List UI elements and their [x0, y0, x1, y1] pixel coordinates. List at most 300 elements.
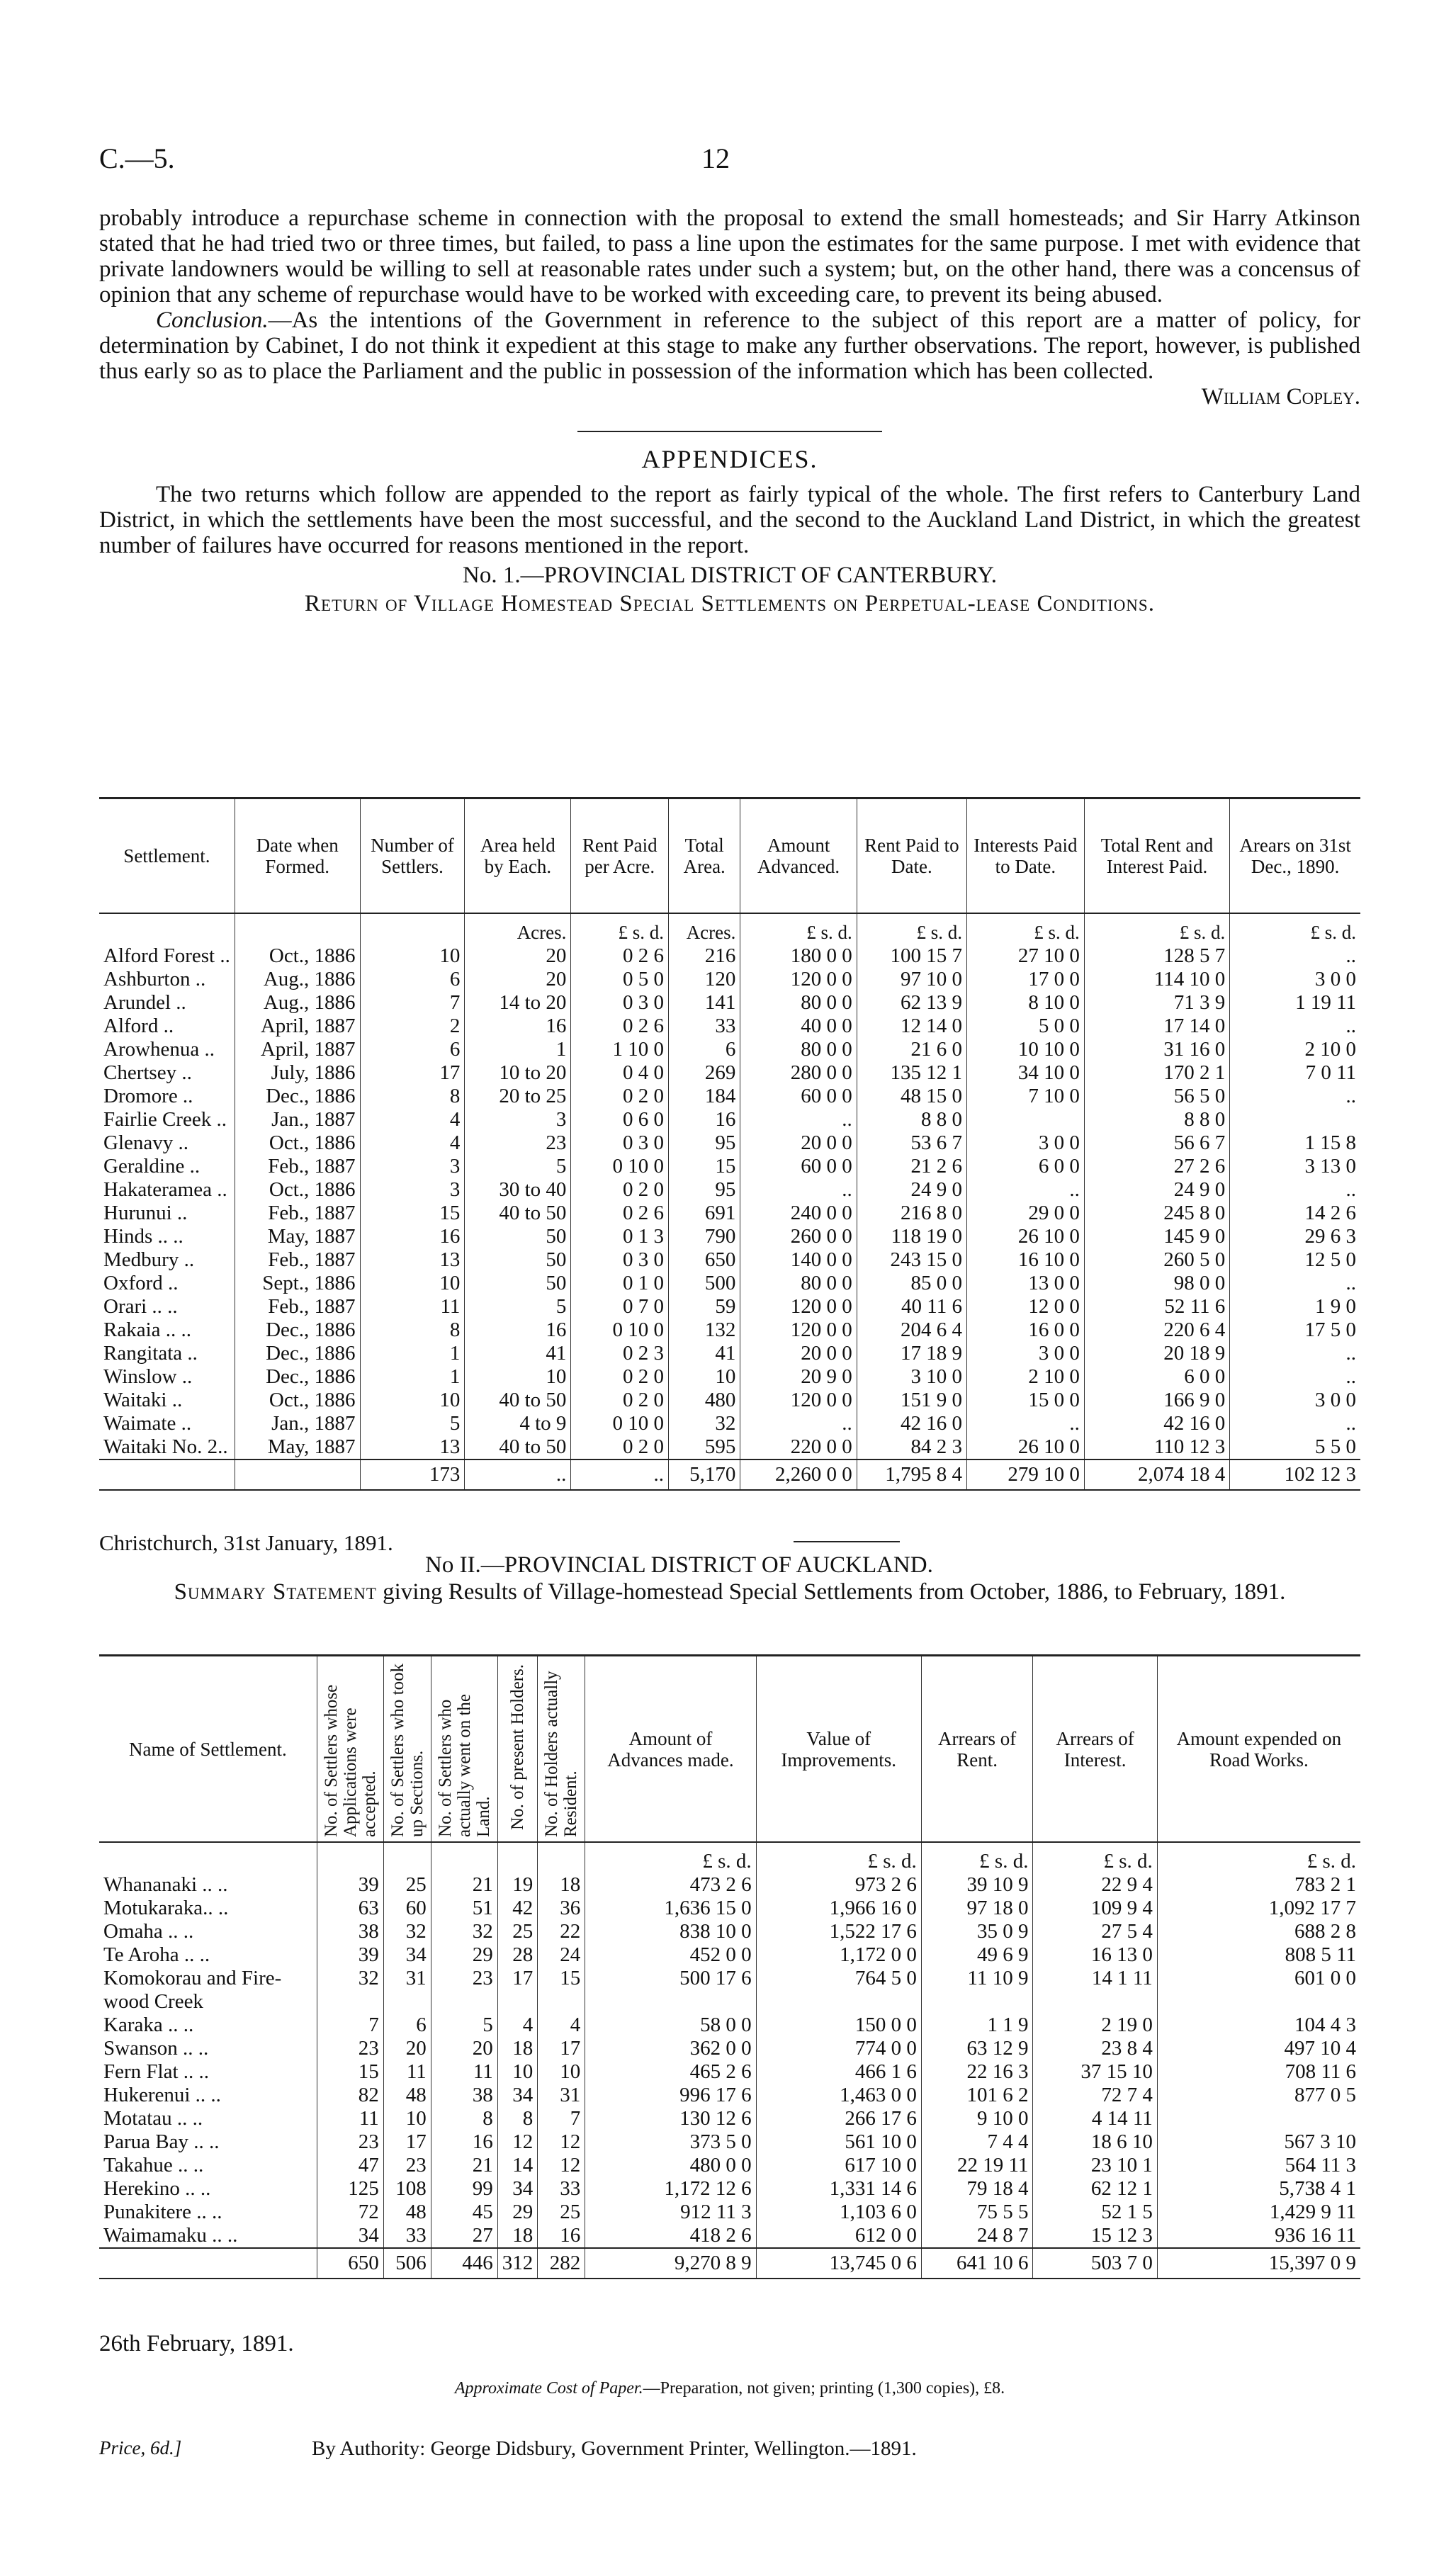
data-cell: 23	[465, 1131, 571, 1155]
data-cell: 17	[497, 1967, 538, 2014]
settlement-name: Waitaki No. 2..	[103, 1435, 228, 1458]
data-cell: 45	[431, 2201, 497, 2224]
data-cell: 50	[465, 1272, 571, 1295]
data-cell: ..	[966, 1412, 1084, 1435]
data-cell: 40 to 50	[465, 1435, 571, 1459]
data-cell: 34 10 0	[966, 1061, 1084, 1085]
canterbury-return-table	[99, 797, 1360, 1491]
data-cell: 2	[360, 1015, 465, 1038]
data-cell: 50	[465, 1225, 571, 1248]
data-cell: 0 2 6	[571, 1202, 669, 1225]
data-cell: Feb., 1887	[235, 1155, 360, 1178]
column-header-label: Total Rent and Interest Paid.	[1100, 835, 1214, 877]
data-cell: 7 10 0	[966, 1085, 1084, 1108]
column-header	[571, 798, 669, 914]
settlement-name: Hakateramea ..	[103, 1178, 227, 1201]
data-cell: 0 4 0	[571, 1061, 669, 1085]
data-cell: 60 0 0	[740, 1155, 857, 1178]
data-cell: 0 3 0	[571, 991, 669, 1015]
data-cell: 23	[383, 2154, 431, 2177]
data-cell: 6	[669, 1038, 740, 1061]
data-cell: 15	[669, 1155, 740, 1178]
data-cell: 708 11 6	[1157, 2060, 1360, 2084]
data-cell: 31	[538, 2084, 585, 2107]
table-row	[99, 1319, 1360, 1342]
data-cell: 48	[383, 2084, 431, 2107]
data-cell: 500	[669, 1272, 740, 1295]
total-cell: 173	[360, 1459, 465, 1490]
data-cell	[1230, 1108, 1360, 1131]
settlement-name: Hinds .. ..	[103, 1225, 184, 1248]
data-cell: 12 5 0	[1230, 1248, 1360, 1272]
settlement-name: Winslow ..	[103, 1365, 193, 1388]
unit-cell: £ s. d.	[571, 913, 669, 944]
unit-cell: £ s. d.	[966, 913, 1084, 944]
settlement-name: Dromore ..	[103, 1085, 193, 1107]
table-row	[99, 2177, 1360, 2201]
table-row	[99, 1897, 1360, 1920]
total-cell: ..	[571, 1459, 669, 1490]
data-cell: 16	[669, 1108, 740, 1131]
data-cell: 72	[317, 2201, 383, 2224]
data-cell: 1 1 9	[921, 2014, 1033, 2037]
data-cell: 8 8 0	[1084, 1108, 1229, 1131]
data-cell: 783 2 1	[1157, 1873, 1360, 1897]
data-cell: 31 16 0	[1084, 1038, 1229, 1061]
data-cell: 56 5 0	[1084, 1085, 1229, 1108]
settlement-name: Te Aroha .. ..	[103, 1943, 210, 1966]
data-cell: 99	[431, 2177, 497, 2201]
appendices-intro: The two returns which follow are appended to the report as fairly typical of the whole. The first refers to Canterbury Land District, in which the settlements have been the most successful, and the second to the Auckland Land District, in which the greatest number of failures have occurred for reasons mentioned in the report.	[99, 482, 1360, 558]
data-cell: 266 17 6	[756, 2107, 921, 2130]
unit-cell: Acres.	[465, 913, 571, 944]
data-cell: 8	[497, 2107, 538, 2130]
data-cell: 5	[360, 1412, 465, 1435]
column-header-label: Arrears of Interest.	[1056, 1727, 1134, 1771]
data-cell: 3 0 0	[1230, 1389, 1360, 1412]
table-row	[99, 1295, 1360, 1319]
data-cell: 145 9 0	[1084, 1225, 1229, 1248]
data-cell: ..	[1230, 1412, 1360, 1435]
column-header	[431, 1656, 497, 1843]
data-cell: 37 15 10	[1033, 2060, 1157, 2084]
data-cell: 18	[538, 1873, 585, 1897]
data-cell: 1	[360, 1342, 465, 1365]
data-cell: 7 0 11	[1230, 1061, 1360, 1085]
page-header	[99, 142, 1360, 184]
settlement-name: Motatau .. ..	[103, 2107, 203, 2130]
data-cell: 16	[465, 1015, 571, 1038]
data-cell: 260 0 0	[740, 1225, 857, 1248]
data-cell: 80 0 0	[740, 1038, 857, 1061]
column-header	[465, 798, 571, 914]
data-cell: 10	[383, 2107, 431, 2130]
data-cell: 151 9 0	[857, 1389, 966, 1412]
data-cell: 17 14 0	[1084, 1015, 1229, 1038]
data-cell: 5,738 4 1	[1157, 2177, 1360, 2201]
table-row	[99, 1389, 1360, 1412]
table-row	[99, 1155, 1360, 1178]
data-cell: 7	[360, 991, 465, 1015]
data-cell: 1 19 11	[1230, 991, 1360, 1015]
column-header	[585, 1656, 756, 1843]
data-cell: 8	[431, 2107, 497, 2130]
data-cell: 0 2 0	[571, 1365, 669, 1389]
total-cell: 282	[538, 2248, 585, 2279]
total-cell: 312	[497, 2248, 538, 2279]
data-cell: 838 10 0	[585, 1920, 756, 1943]
data-cell: 24 9 0	[1084, 1178, 1229, 1202]
data-cell: 4	[538, 2014, 585, 2037]
data-cell: 0 2 0	[571, 1178, 669, 1202]
table2-footer: 26th February, 1891.	[99, 2331, 294, 2356]
table1-heading: No. 1.—PROVINCIAL DISTRICT OF CANTERBURY.	[463, 563, 997, 588]
settlement-name: Alford Forest ..	[103, 944, 230, 967]
total-cell: 279 10 0	[966, 1459, 1084, 1490]
column-header-label: Value of Improvements.	[781, 1727, 897, 1771]
data-cell: 75 5 5	[921, 2201, 1033, 2224]
column-header	[756, 1656, 921, 1843]
settlement-name: Fern Flat .. ..	[103, 2060, 210, 2083]
data-cell: 19	[497, 1873, 538, 1897]
table-row	[99, 968, 1360, 991]
table-header-row	[99, 1656, 1360, 1843]
unit-cell: £ s. d.	[1230, 913, 1360, 944]
unit-cell: £ s. d.	[1084, 913, 1229, 944]
data-cell: 16	[465, 1319, 571, 1342]
data-cell: ..	[740, 1108, 857, 1131]
data-cell: 56 6 7	[1084, 1131, 1229, 1155]
settlement-name: Arundel ..	[103, 991, 186, 1014]
data-cell: ..	[1230, 1178, 1360, 1202]
data-cell: 240 0 0	[740, 1202, 857, 1225]
data-cell: 166 9 0	[1084, 1389, 1229, 1412]
table-row	[99, 1015, 1360, 1038]
table-row	[99, 2201, 1360, 2224]
data-cell: 72 7 4	[1033, 2084, 1157, 2107]
data-cell: 97 18 0	[921, 1897, 1033, 1920]
settlement-name: Hukerenui .. ..	[103, 2084, 221, 2106]
data-cell: Oct., 1886	[235, 1131, 360, 1155]
data-cell: ..	[740, 1412, 857, 1435]
data-cell: ..	[966, 1178, 1084, 1202]
data-cell: 120 0 0	[740, 1319, 857, 1342]
data-cell: 33	[669, 1015, 740, 1038]
settlement-name: Orari .. ..	[103, 1295, 178, 1318]
column-header	[99, 1656, 317, 1843]
settlement-name: Chertsey ..	[103, 1061, 192, 1084]
data-cell: 85 0 0	[857, 1272, 966, 1295]
data-cell: 32	[383, 1920, 431, 1943]
table-row	[99, 1085, 1360, 1108]
total-cell	[99, 2248, 317, 2279]
data-cell: 220 6 4	[1084, 1319, 1229, 1342]
total-cell: 506	[383, 2248, 431, 2279]
data-cell: ..	[1230, 1085, 1360, 1108]
unit-cell: Acres.	[669, 913, 740, 944]
data-cell: 4	[360, 1131, 465, 1155]
data-cell: 480 0 0	[585, 2154, 756, 2177]
data-cell: 15 0 0	[966, 1389, 1084, 1412]
data-cell: 20	[465, 944, 571, 968]
data-cell: 12 0 0	[966, 1295, 1084, 1319]
data-cell: 16 13 0	[1033, 1943, 1157, 1967]
data-cell: 36	[538, 1897, 585, 1920]
data-cell: 373 5 0	[585, 2130, 756, 2154]
table-row	[99, 1225, 1360, 1248]
data-cell: 29 0 0	[966, 1202, 1084, 1225]
settlement-name: Geraldine ..	[103, 1155, 201, 1178]
data-cell: 6 0 0	[1084, 1365, 1229, 1389]
data-cell: 10 10 0	[966, 1038, 1084, 1061]
data-cell: Oct., 1886	[235, 944, 360, 968]
column-header-label: Settlement.	[123, 845, 210, 866]
data-cell: 110 12 3	[1084, 1435, 1229, 1459]
cost-text: —Preparation, not given; printing (1,300 copies), £8.	[643, 2379, 1005, 2398]
table-row	[99, 2060, 1360, 2084]
data-cell: 18	[497, 2224, 538, 2248]
auckland-section-heading	[99, 1552, 1360, 1605]
data-cell: 13 0 0	[966, 1272, 1084, 1295]
data-cell: 877 0 5	[1157, 2084, 1360, 2107]
data-cell: 0 2 0	[571, 1389, 669, 1412]
cost-label: Approximate Cost of Paper.	[454, 2379, 643, 2398]
price: Price, 6d.]	[99, 2437, 182, 2458]
data-cell: 936 16 11	[1157, 2224, 1360, 2248]
data-cell: Sept., 1886	[235, 1272, 360, 1295]
data-cell: 5	[431, 2014, 497, 2037]
unit-cell: £ s. d.	[921, 1842, 1033, 1873]
settlement-name: Swanson .. ..	[103, 2037, 209, 2060]
data-cell: 216 8 0	[857, 1202, 966, 1225]
data-cell: 16 10 0	[966, 1248, 1084, 1272]
data-cell: 564 11 3	[1157, 2154, 1360, 2177]
data-cell: 27 2 6	[1084, 1155, 1229, 1178]
data-cell: 141	[669, 991, 740, 1015]
data-cell: 1,172 12 6	[585, 2177, 756, 2201]
data-cell: 1,522 17 6	[756, 1920, 921, 1943]
data-cell: 18 6 10	[1033, 2130, 1157, 2154]
data-cell: 1,103 6 0	[756, 2201, 921, 2224]
table-row	[99, 2037, 1360, 2060]
data-cell: 23	[317, 2037, 383, 2060]
unit-cell	[538, 1842, 585, 1873]
settlement-name: Punakitere .. ..	[103, 2201, 222, 2223]
data-cell: 0 3 0	[571, 1248, 669, 1272]
data-cell: 1	[465, 1038, 571, 1061]
data-cell: 22 9 4	[1033, 1873, 1157, 1897]
data-cell: 35 0 9	[921, 1920, 1033, 1943]
column-header	[921, 1656, 1033, 1843]
data-cell: 80 0 0	[740, 1272, 857, 1295]
data-cell: 51	[431, 1897, 497, 1920]
data-cell: 362 0 0	[585, 2037, 756, 2060]
data-cell: 0 5 0	[571, 968, 669, 991]
data-cell: 58 0 0	[585, 2014, 756, 2037]
data-cell: 21	[431, 2154, 497, 2177]
column-header	[538, 1656, 585, 1843]
data-cell: 21	[431, 1873, 497, 1897]
data-cell: 7 4 4	[921, 2130, 1033, 2154]
data-cell: May, 1887	[235, 1225, 360, 1248]
table-row	[99, 1131, 1360, 1155]
data-cell: 42 16 0	[857, 1412, 966, 1435]
data-cell: 1,429 9 11	[1157, 2201, 1360, 2224]
data-cell: 3 10 0	[857, 1365, 966, 1389]
settlement-name: Komokorau and Fire-wood Creek	[103, 1967, 282, 2013]
units-row	[99, 913, 1360, 944]
data-cell: 16	[538, 2224, 585, 2248]
data-cell: 465 2 6	[585, 2060, 756, 2084]
column-header-label: No. of Settlers who took up Sections.	[388, 1663, 427, 1837]
data-cell: 5 0 0	[966, 1015, 1084, 1038]
data-cell: 10	[538, 2060, 585, 2084]
data-cell: 0 2 0	[571, 1435, 669, 1459]
column-header	[1033, 1656, 1157, 1843]
data-cell: 1	[360, 1365, 465, 1389]
data-cell: 561 10 0	[756, 2130, 921, 2154]
table2-title	[99, 1579, 1360, 1605]
table1-footer: Christchurch, 31st January, 1891.	[99, 1530, 393, 1555]
data-cell	[966, 1108, 1084, 1131]
data-cell: 4	[497, 2014, 538, 2037]
table-row	[99, 2154, 1360, 2177]
data-cell: 27 5 4	[1033, 1920, 1157, 1943]
data-cell: 9 10 0	[921, 2107, 1033, 2130]
total-cell: 650	[317, 2248, 383, 2279]
data-cell: 10	[360, 944, 465, 968]
table-body	[99, 1842, 1360, 2279]
data-cell: 612 0 0	[756, 2224, 921, 2248]
data-cell: 0 3 0	[571, 1131, 669, 1155]
data-cell: 12 14 0	[857, 1015, 966, 1038]
column-header-label: Area held by Each.	[480, 835, 555, 877]
data-cell: 104 4 3	[1157, 2014, 1360, 2037]
table-row	[99, 1412, 1360, 1435]
data-cell: July, 1886	[235, 1061, 360, 1085]
data-cell: 1,463 0 0	[756, 2084, 921, 2107]
settlement-name: Rakaia .. ..	[103, 1319, 192, 1341]
data-cell: 41	[669, 1342, 740, 1365]
data-cell: 20	[383, 2037, 431, 2060]
data-cell: 28	[497, 1943, 538, 1967]
data-cell: 14 1 11	[1033, 1967, 1157, 2014]
data-cell: 118 19 0	[857, 1225, 966, 1248]
data-cell: 8	[360, 1085, 465, 1108]
data-cell: 216	[669, 944, 740, 968]
data-cell: 15 12 3	[1033, 2224, 1157, 2248]
column-header-label: Amount expended on Road Works.	[1176, 1727, 1342, 1771]
data-cell: 32	[431, 1920, 497, 1943]
data-cell: 0 2 6	[571, 944, 669, 968]
column-header-label: Interests Paid to Date.	[974, 835, 1078, 877]
total-cell	[235, 1459, 360, 1490]
column-header	[360, 798, 465, 914]
data-cell: 40 to 50	[465, 1202, 571, 1225]
data-cell: ..	[1230, 944, 1360, 968]
column-header	[1157, 1656, 1360, 1843]
column-header-label: Total Area.	[683, 835, 726, 877]
data-cell: 595	[669, 1435, 740, 1459]
unit-cell	[317, 1842, 383, 1873]
data-cell: 48 15 0	[857, 1085, 966, 1108]
data-cell: 84 2 3	[857, 1435, 966, 1459]
data-cell: 2 10 0	[966, 1365, 1084, 1389]
column-header	[1230, 798, 1360, 914]
data-cell: 32	[317, 1967, 383, 2014]
table2-heading: No II.—PROVINCIAL DISTRICT OF AUCKLAND.	[425, 1552, 933, 1578]
data-cell: 120 0 0	[740, 968, 857, 991]
column-header-label: Arears on 31st Dec., 1890.	[1239, 835, 1351, 877]
totals-row	[99, 2248, 1360, 2279]
data-cell: 27	[431, 2224, 497, 2248]
column-header	[235, 798, 360, 914]
data-cell: 1,331 14 6	[756, 2177, 921, 2201]
settlement-name: Rangitata ..	[103, 1342, 198, 1365]
units-row	[99, 1842, 1360, 1873]
table-row	[99, 1272, 1360, 1295]
data-cell: 12	[538, 2154, 585, 2177]
data-cell: 4	[360, 1108, 465, 1131]
data-cell: 17 5 0	[1230, 1319, 1360, 1342]
unit-cell: £ s. d.	[756, 1842, 921, 1873]
data-cell: 0 10 0	[571, 1319, 669, 1342]
table-row	[99, 1873, 1360, 1897]
data-cell: 204 6 4	[857, 1319, 966, 1342]
table-row	[99, 1920, 1360, 1943]
data-cell: 0 10 0	[571, 1155, 669, 1178]
total-cell: 1,795 8 4	[857, 1459, 966, 1490]
data-cell: 24	[538, 1943, 585, 1967]
data-cell: 27 10 0	[966, 944, 1084, 968]
data-cell: 39	[317, 1873, 383, 1897]
table-row	[99, 2224, 1360, 2248]
data-cell: 790	[669, 1225, 740, 1248]
data-cell: 17	[360, 1061, 465, 1085]
column-header-label: No. of present Holders.	[508, 1664, 528, 1830]
data-cell: 42	[497, 1897, 538, 1920]
settlement-name: Waimamaku .. ..	[103, 2224, 238, 2247]
data-cell: 60 0 0	[740, 1085, 857, 1108]
column-header-label: Rent Paid per Acre.	[582, 835, 658, 877]
table-row	[99, 1967, 1360, 2014]
data-cell: 774 0 0	[756, 2037, 921, 2060]
data-cell: 29	[497, 2201, 538, 2224]
appendices-title: APPENDICES.	[641, 445, 818, 473]
settlement-name: Whananaki .. ..	[103, 1873, 228, 1896]
settlement-name: Glenavy ..	[103, 1131, 188, 1154]
data-cell: 1,636 15 0	[585, 1897, 756, 1920]
unit-cell: £ s. d.	[740, 913, 857, 944]
data-cell: 11 10 9	[921, 1967, 1033, 2014]
data-cell: 82	[317, 2084, 383, 2107]
totals-row	[99, 1459, 1360, 1490]
column-header-label: Amount Advanced.	[757, 835, 840, 877]
auckland-summary-table	[99, 1654, 1360, 2279]
data-cell: 243 15 0	[857, 1248, 966, 1272]
data-cell: 269	[669, 1061, 740, 1085]
column-header	[383, 1656, 431, 1843]
data-cell: 12	[497, 2130, 538, 2154]
table2-title-sc: Summary Statement	[174, 1579, 377, 1605]
data-cell: 23 8 4	[1033, 2037, 1157, 2060]
data-cell: 2 19 0	[1033, 2014, 1157, 2037]
data-cell: 38	[317, 1920, 383, 1943]
column-header-label: Arrears of Rent.	[938, 1727, 1017, 1771]
data-cell: 13	[360, 1435, 465, 1459]
data-cell: 6	[360, 968, 465, 991]
data-cell: 62 12 1	[1033, 2177, 1157, 2201]
